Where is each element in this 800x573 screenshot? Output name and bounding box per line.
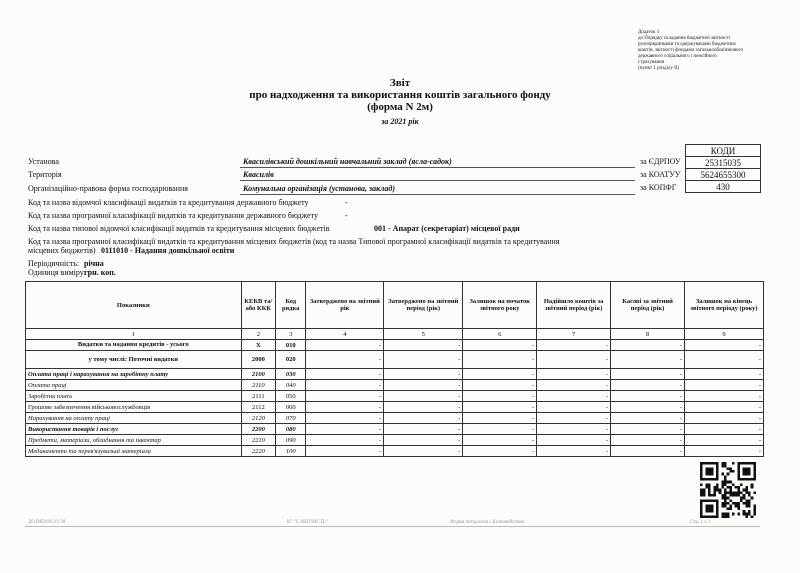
row-value: - <box>306 340 384 351</box>
program-class-value: - <box>345 211 348 220</box>
row-indicator: у тому числі: Поточні видатки <box>26 351 242 369</box>
table-row <box>26 446 764 457</box>
footer-divider <box>25 526 760 527</box>
col-header: Показники <box>26 282 242 329</box>
col-header: Залишок на початок звітного року <box>463 282 537 329</box>
territory-label: Територія <box>28 170 62 179</box>
institution-value: Квасилівський дошкільний навчальний заклад (ясла-садок) <box>243 157 452 166</box>
row-value: - <box>684 369 763 380</box>
col-header: КЕКВ та/або ККК <box>241 282 275 329</box>
program-class-label: Код та назва програмної класифікації видатків та кредитування державного бюджету <box>28 211 318 220</box>
col-header: Код рядка <box>276 282 306 329</box>
row-value: - <box>537 380 611 391</box>
row-value: - <box>611 424 685 435</box>
row-value: - <box>537 424 611 435</box>
col-number: 5 <box>384 329 463 340</box>
row-value: - <box>306 446 384 457</box>
row-kekv: 2112 <box>241 402 275 413</box>
column-number-row <box>26 329 764 340</box>
territory-underline <box>240 180 635 181</box>
report-period: за 2021 рік <box>381 117 419 126</box>
kopfg-label: за КОПФГ <box>640 183 677 192</box>
row-value: - <box>537 402 611 413</box>
row-value: - <box>611 413 685 424</box>
unit-label: Одиниця виміру: <box>28 268 86 277</box>
row-value: - <box>463 391 537 402</box>
institution-underline <box>240 167 635 168</box>
row-value: - <box>384 402 463 413</box>
row-value: - <box>611 380 685 391</box>
row-value: - <box>684 351 763 369</box>
row-kekv: 2200 <box>241 424 275 435</box>
table-row <box>26 369 764 380</box>
periodicity-value: річна <box>84 259 104 268</box>
typical-class-label: Код та назва типової відомчої класифікації видатків та кредитування місцевих бюджетів <box>28 224 330 233</box>
row-value: - <box>306 435 384 446</box>
row-kekv: 2110 <box>241 380 275 391</box>
row-value: - <box>306 424 384 435</box>
org-form-label: Організаційно-правова форма господарювання <box>28 184 188 193</box>
row-value: - <box>306 413 384 424</box>
table-row <box>26 402 764 413</box>
row-value: - <box>684 380 763 391</box>
row-kekv: 2000 <box>241 351 275 369</box>
row-indicator: Видатки та надання кредитів - усього <box>26 340 242 351</box>
row-code: 070 <box>276 413 306 424</box>
report-subtitle: про надходження та використання коштів загального фонду <box>249 89 551 101</box>
row-code: 080 <box>276 424 306 435</box>
row-value: - <box>306 380 384 391</box>
row-value: - <box>384 380 463 391</box>
col-number: 8 <box>611 329 685 340</box>
report-form-number: (форма N 2м) <box>367 101 433 113</box>
table-row <box>26 340 764 351</box>
row-value: - <box>684 446 763 457</box>
row-value: - <box>463 351 537 369</box>
row-value: - <box>537 340 611 351</box>
row-indicator: Нарахування на оплату праці <box>26 413 242 424</box>
koatuu-label: за КОАТУУ <box>640 170 681 179</box>
row-code: 030 <box>276 369 306 380</box>
appendix-line: до Порядку складання бюджетної звітності <box>638 36 731 41</box>
codes-table <box>685 144 761 193</box>
codes-header: КОДИ <box>686 145 761 157</box>
appendix-line: Додаток 1 <box>638 30 660 35</box>
edrpou-code: 25315035 <box>686 157 761 169</box>
row-value: - <box>684 340 763 351</box>
row-value: - <box>463 380 537 391</box>
col-number: 7 <box>537 329 611 340</box>
row-value: - <box>306 391 384 402</box>
table-row <box>26 351 764 369</box>
table-row <box>26 380 764 391</box>
row-value: - <box>611 369 685 380</box>
row-value: - <box>611 402 685 413</box>
row-value: - <box>306 351 384 369</box>
row-code: 040 <box>276 380 306 391</box>
row-value: - <box>384 340 463 351</box>
row-value: - <box>611 351 685 369</box>
col-number: 1 <box>26 329 242 340</box>
row-code: 050 <box>276 391 306 402</box>
dept-class-label: Код та назва відомчої класифікації видатків та кредитування державного бюджету <box>28 198 309 207</box>
row-kekv: 2100 <box>241 369 275 380</box>
report-title: Звіт <box>389 77 411 89</box>
col-number: 6 <box>463 329 537 340</box>
row-indicator: Заробітна плата <box>26 391 242 402</box>
row-kekv: 2220 <box>241 446 275 457</box>
row-indicator: Використання товарів і послуг <box>26 424 242 435</box>
row-value: - <box>684 402 763 413</box>
row-value: - <box>463 369 537 380</box>
appendix-line: коштів, звітності фондами загальнообов'язкового <box>638 48 743 53</box>
table-row <box>26 391 764 402</box>
row-code: 100 <box>276 446 306 457</box>
col-header: Надійшло коштів за звітний період (рік) <box>537 282 611 329</box>
local-program-label-cont: місцевих бюджетів) <box>28 246 96 255</box>
org-form-value: Комунальна організація (установа, заклад) <box>243 184 396 193</box>
row-indicator: Медикаменти та перев'язувальні матеріали <box>26 446 242 457</box>
org-form-underline <box>240 194 635 195</box>
row-indicator: Оплата праці <box>26 380 242 391</box>
row-kekv: 2210 <box>241 435 275 446</box>
table-body <box>26 340 764 457</box>
row-value: - <box>611 391 685 402</box>
periodicity-label: Періодичність: <box>28 259 80 268</box>
row-value: - <box>384 424 463 435</box>
footer-left: ДОЗИП/69/3/1/38 <box>28 520 66 525</box>
row-kekv: X <box>241 340 275 351</box>
col-number: 2 <box>241 329 275 340</box>
row-value: - <box>384 391 463 402</box>
territory-value: Квасилів <box>243 170 274 179</box>
row-value: - <box>684 435 763 446</box>
table-row <box>26 413 764 424</box>
row-value: - <box>611 446 685 457</box>
footer-mid: К° "Є-ЗВІТНІСТЬ" <box>287 520 328 525</box>
col-number: 9 <box>684 329 763 340</box>
row-value: - <box>306 369 384 380</box>
footer-mid2: Форма погоджена з Казначейством <box>450 520 525 525</box>
row-indicator: Грошове забезпечення військовослужбовців <box>26 402 242 413</box>
row-value: - <box>384 413 463 424</box>
row-value: - <box>384 435 463 446</box>
table-row <box>26 424 764 435</box>
unit-value: грн. коп. <box>84 268 116 277</box>
dept-class-value: - <box>345 198 348 207</box>
row-value: - <box>537 435 611 446</box>
row-indicator: Оплата праці і нарахування на заробітну плату <box>26 369 242 380</box>
koatuu-code: 5624655300 <box>686 169 761 181</box>
col-header: Затверджено на звітний рік <box>306 282 384 329</box>
typical-class-value: 001 - Апарат (секретаріат) місцевої ради <box>374 224 520 233</box>
local-program-value: 0111010 - Надання дошкільної освіти <box>101 246 235 255</box>
edrpou-label: за ЄДРПОУ <box>640 157 681 166</box>
col-header: Залишок на кінець звітного періоду (року) <box>684 282 763 329</box>
appendix-line: державного соціального і пенсійного <box>638 54 717 59</box>
row-code: 020 <box>276 351 306 369</box>
appendix-line: (пункт 1 розділу II) <box>638 66 680 71</box>
row-value: - <box>463 340 537 351</box>
qr-code-icon <box>700 462 756 518</box>
row-value: - <box>384 351 463 369</box>
row-code: 090 <box>276 435 306 446</box>
row-value: - <box>463 402 537 413</box>
row-value: - <box>611 340 685 351</box>
row-code: 060 <box>276 402 306 413</box>
row-value: - <box>384 446 463 457</box>
institution-label: Установа <box>28 157 59 166</box>
col-number: 4 <box>306 329 384 340</box>
row-value: - <box>684 413 763 424</box>
row-indicator: Предмети, матеріали, обладнання та інвентар <box>26 435 242 446</box>
row-kekv: 2120 <box>241 413 275 424</box>
row-value: - <box>384 369 463 380</box>
row-kekv: 2111 <box>241 391 275 402</box>
row-value: - <box>537 413 611 424</box>
row-value: - <box>684 424 763 435</box>
table-header-row <box>26 282 764 329</box>
row-value: - <box>537 351 611 369</box>
col-header: Касові за звітний період (рік) <box>611 282 685 329</box>
row-value: - <box>537 369 611 380</box>
row-value: - <box>611 435 685 446</box>
row-value: - <box>537 446 611 457</box>
col-header: Затверджено на звітний період (рік) <box>384 282 463 329</box>
footer-right: Стр. 1 з 3 <box>690 520 710 525</box>
row-value: - <box>463 446 537 457</box>
appendix-line: страхування <box>638 60 665 65</box>
kopfg-code: 430 <box>686 181 761 193</box>
report-table <box>25 281 764 457</box>
row-code: 010 <box>276 340 306 351</box>
row-value: - <box>463 424 537 435</box>
row-value: - <box>463 435 537 446</box>
table-row <box>26 435 764 446</box>
appendix-line: розпорядниками та одержувачами бюджетних <box>638 42 737 47</box>
row-value: - <box>537 391 611 402</box>
row-value: - <box>463 413 537 424</box>
row-value: - <box>684 391 763 402</box>
col-number: 3 <box>276 329 306 340</box>
row-value: - <box>306 402 384 413</box>
local-program-label: Код та назва програмної класифікації видатків та кредитування місцевих бюджетів (код та назва Типової програмної класифікації видатків та кредитування <box>28 237 560 246</box>
appendix-note <box>638 30 758 72</box>
